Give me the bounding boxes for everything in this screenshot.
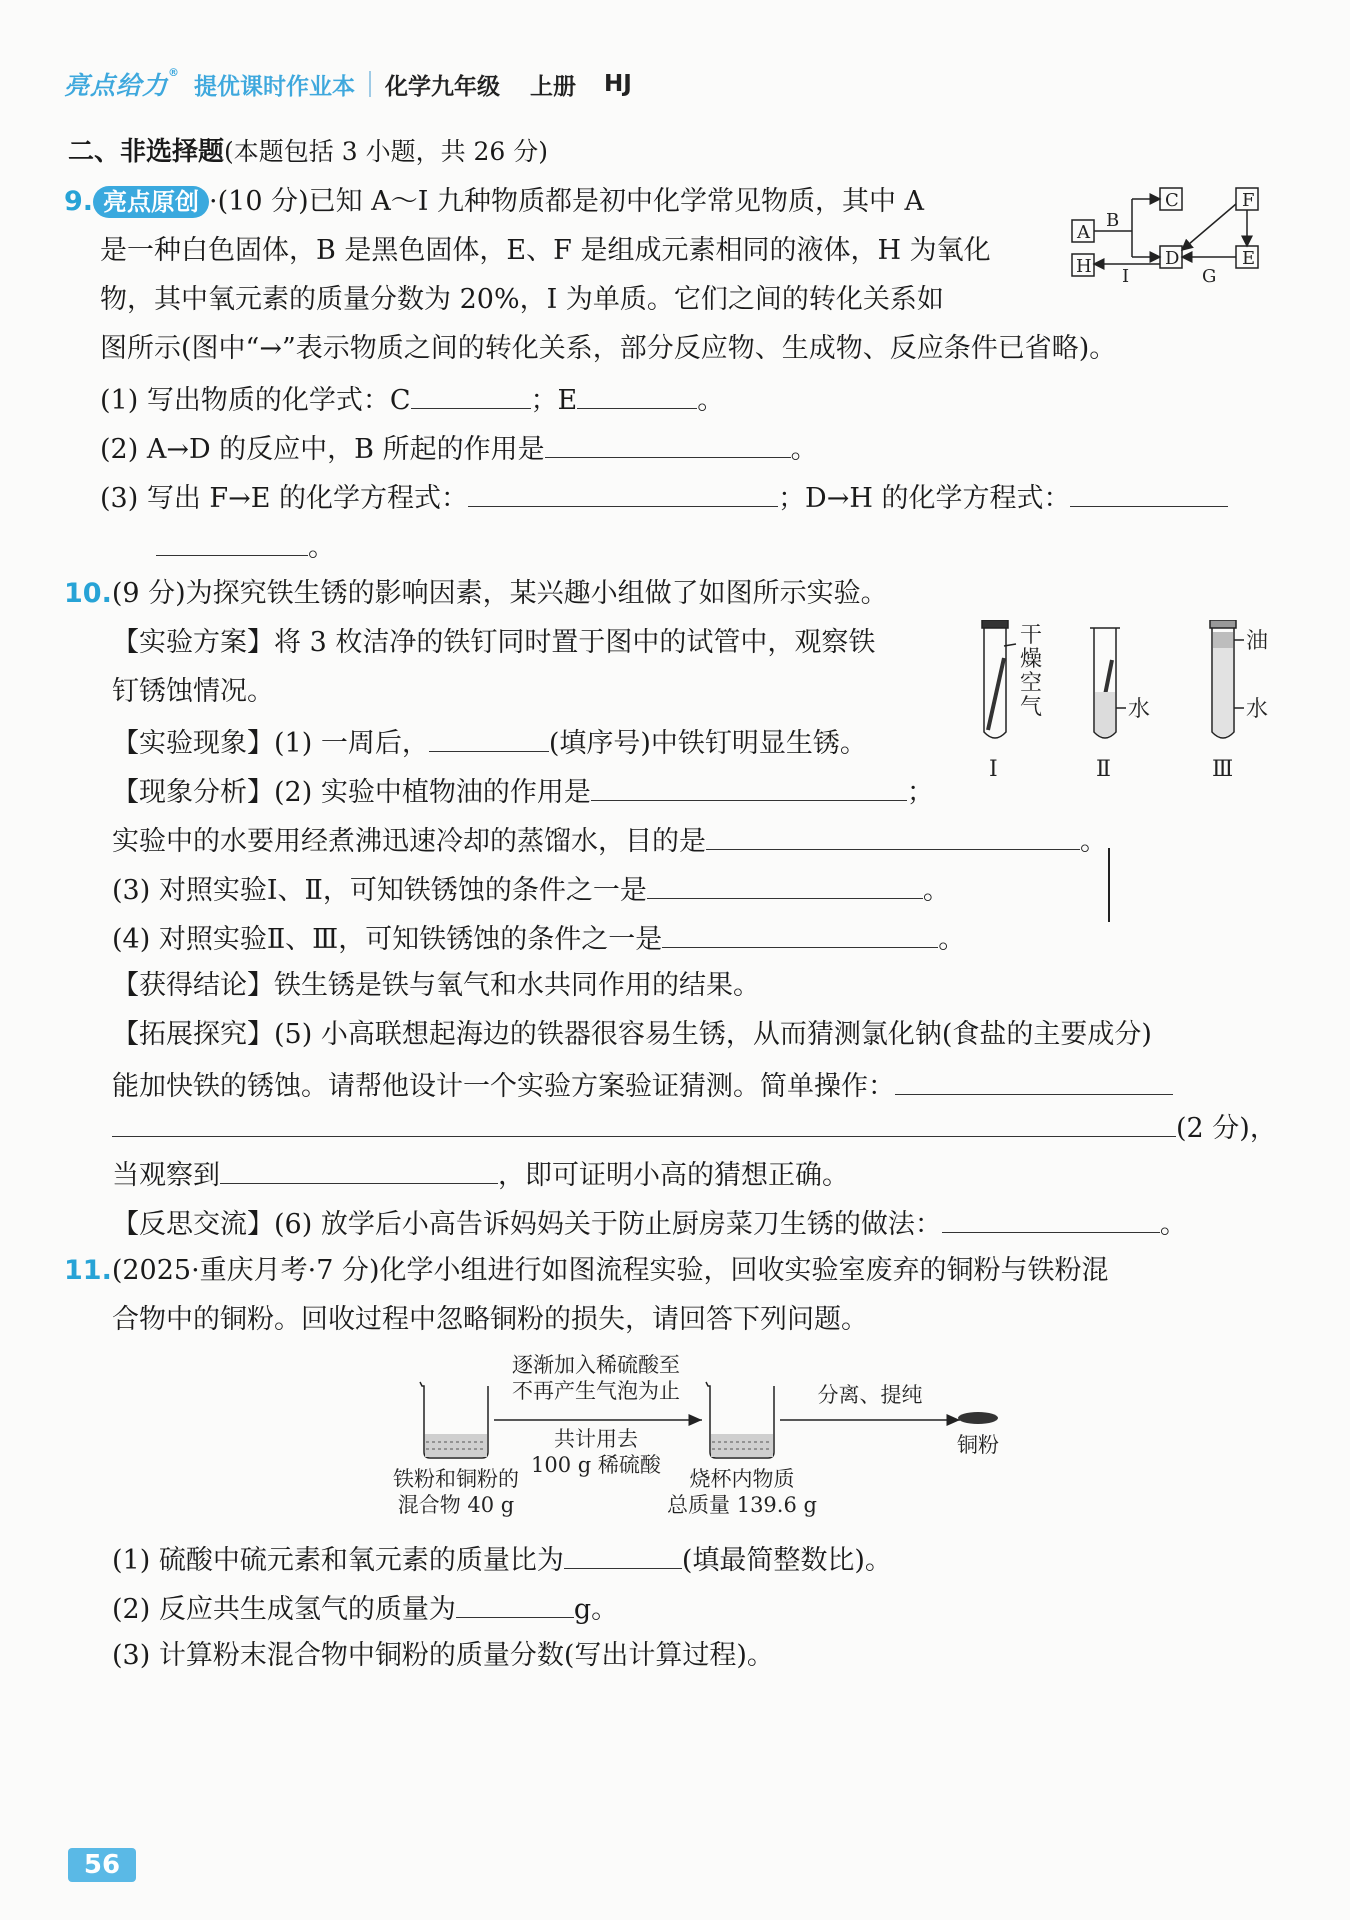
q10-observation: 当观察到 ，即可证明小高的猜想正确。 — [112, 1155, 849, 1194]
q10-test-tubes-figure — [978, 620, 1290, 782]
header-divider — [369, 71, 371, 97]
q11-blank-hydrogen[interactable] — [456, 1589, 574, 1618]
q11-line-1: 11.(2025·重庆月考·7 分)化学小组进行如图流程实验，回收实验室废弃的铜粉与铁粉混 — [64, 1255, 1109, 1286]
flow-step1-bottom-2: 100 g 稀硫酸 — [531, 1453, 661, 1477]
q10-conclusion: 【获得结论】铁生锈是铁与氧气和水共同作用的结果。 — [112, 970, 760, 1001]
tube1-number: Ⅰ — [989, 757, 998, 782]
node-D: D — [1165, 248, 1180, 269]
q11-flow-diagram — [378, 1348, 1018, 1524]
q11-part-2: (2) 反应共生成氢气的质量为 g。 — [112, 1589, 618, 1628]
volume-label: 上册 — [530, 73, 577, 100]
q10-phenomenon: 【实验现象】(1) 一周后， (填序号)中铁钉明显生锈。 — [112, 723, 867, 762]
q9-number: 9. — [64, 186, 94, 217]
node-A: A — [1077, 222, 1090, 243]
label-I: I — [1122, 266, 1130, 286]
q11-number: 11. — [64, 1255, 112, 1286]
q9-original-tag: 亮点原创 — [93, 186, 209, 218]
beaker1-label-2: 混合物 40 g — [397, 1493, 515, 1517]
label-B: B — [1106, 210, 1120, 231]
page-header — [64, 64, 632, 104]
q10-analysis: 【现象分析】(2) 实验中植物油的作用是 ； — [112, 772, 934, 811]
edition-label: HJ — [604, 71, 632, 97]
q9-part-2: (2) A→D 的反应中，B 所起的作用是 。 — [100, 429, 818, 468]
series-title: 提优课时作业本 — [194, 73, 356, 100]
tube3-water-label: 水 — [1246, 697, 1269, 722]
q10-extension-cont: 能加快铁的锈蚀。请帮他设计一个实验方案验证猜测。简单操作： — [112, 1066, 1173, 1105]
q10-blank-tube[interactable] — [429, 723, 549, 752]
copper-powder-pile — [958, 1412, 998, 1424]
tube2-water-label: 水 — [1128, 697, 1151, 722]
q9-blank-DH-equation-cont[interactable] — [156, 527, 308, 556]
q11-line-2: 合物中的铜粉。回收过程中忽略铜粉的损失，请回答下列问题。 — [112, 1304, 868, 1335]
q9-blank-E[interactable] — [577, 380, 697, 409]
q11-blank-ratio[interactable] — [564, 1540, 682, 1569]
q10-blank-water-purpose[interactable] — [706, 821, 1080, 850]
q9-line-2: 是一种白色固体，B 是黑色固体，E、F 是组成元素相同的液体，H 为氧化 — [100, 235, 991, 266]
q10-blank-condition-1[interactable] — [647, 870, 923, 899]
tube1-label-char-1: 干 — [1020, 623, 1043, 648]
q9-blank-C[interactable] — [411, 380, 531, 409]
q9-line-4: 图所示(图中“→”表示物质之间的转化关系，部分反应物、生成物、反应条件已省略)。 — [100, 333, 1117, 364]
q9-transformation-diagram — [1068, 184, 1280, 286]
flow-step1-top-1: 逐渐加入稀硫酸至 — [512, 1353, 680, 1377]
q9-blank-role[interactable] — [545, 429, 791, 458]
q10-blank-oil-role[interactable] — [591, 772, 907, 801]
q10-blank-condition-2[interactable] — [662, 919, 938, 948]
q9-part-1: (1) 写出物质的化学式：C ；E 。 — [100, 380, 724, 419]
q10-blank-observation[interactable] — [220, 1155, 498, 1184]
q10-operation-cont: (2 分)， — [112, 1108, 1277, 1147]
tube1-label-char-4: 气 — [1020, 695, 1043, 720]
q10-compare-1-2: (3) 对照实验Ⅰ、Ⅱ，可知铁锈蚀的条件之一是 。 — [112, 870, 950, 909]
q10-blank-operation-cont[interactable] — [112, 1108, 1176, 1137]
q9-blank-DH-equation[interactable] — [1070, 478, 1228, 507]
q9-part-3: (3) 写出 F→E 的化学方程式： ；D→H 的化学方程式： — [100, 478, 1228, 517]
stray-mark — [1108, 848, 1110, 922]
node-C: C — [1165, 190, 1179, 211]
beaker2-label-1: 烧杯内物质 — [689, 1467, 795, 1491]
q10-blank-operation[interactable] — [895, 1066, 1173, 1095]
q10-extension: 【拓展探究】(5) 小高联想起海边的铁器很容易生锈，从而猜测氯化钠(食盐的主要成分) — [112, 1019, 1152, 1050]
page-number: 56 — [68, 1848, 136, 1882]
tube3-oil-label: 油 — [1246, 629, 1269, 654]
brand-logo: 亮点给力® — [64, 66, 181, 100]
section-heading: 二、非选择题(本题包括 3 小题，共 26 分) — [68, 137, 549, 167]
q10-compare-2-3: (4) 对照实验Ⅱ、Ⅲ，可知铁锈蚀的条件之一是 。 — [112, 919, 965, 958]
tube1-label-char-3: 空 — [1020, 671, 1043, 696]
node-H: H — [1076, 256, 1092, 277]
flow-step2-label: 分离、提纯 — [817, 1383, 923, 1407]
tube1-label-char-2: 燥 — [1020, 647, 1043, 672]
beaker2-label-2: 总质量 139.6 g — [667, 1493, 817, 1517]
tube2-number: Ⅱ — [1096, 757, 1111, 782]
tube3-number: Ⅲ — [1212, 757, 1234, 782]
flow-step1-top-2: 不再产生气泡为止 — [512, 1379, 680, 1403]
q10-blank-knife[interactable] — [942, 1204, 1160, 1233]
q9-line-3: 物，其中氧元素的质量分数为 20%，I 为单质。它们之间的转化关系如 — [100, 284, 944, 315]
q11-part-3: (3) 计算粉末混合物中铜粉的质量分数(写出计算过程)。 — [112, 1640, 774, 1671]
flow-product-label: 铜粉 — [957, 1433, 999, 1457]
q10-number: 10. — [64, 578, 112, 609]
q10-line-1: 10.(9 分)为探究铁生锈的影响因素，某兴趣小组做了如图所示实验。 — [64, 578, 888, 609]
node-E: E — [1242, 248, 1256, 269]
q10-reflection: 【反思交流】(6) 放学后小高告诉妈妈关于防止厨房菜刀生锈的做法： 。 — [112, 1204, 1187, 1243]
node-F: F — [1242, 190, 1255, 211]
q10-water-purpose: 实验中的水要用经煮沸迅速冷却的蒸馏水，目的是 。 — [112, 821, 1107, 860]
q9-blank-FE-equation[interactable] — [468, 478, 778, 507]
q11-part-1: (1) 硫酸中硫元素和氧元素的质量比为 (填最简整数比)。 — [112, 1540, 892, 1579]
subject-title: 化学九年级 — [385, 73, 501, 100]
q9-part-3-cont: 。 — [156, 527, 335, 566]
beaker1-label-1: 铁粉和铜粉的 — [393, 1467, 519, 1491]
flow-step1-bottom-1: 共计用去 — [554, 1427, 638, 1451]
label-G: G — [1202, 266, 1217, 286]
q10-plan-cont: 钉锈蚀情况。 — [112, 676, 274, 707]
q10-plan: 【实验方案】将 3 枚洁净的铁钉同时置于图中的试管中，观察铁 — [112, 627, 876, 658]
q9-line-1: 9. 亮点原创 ·(10 分)已知 A～I 九种物质都是初中化学常见物质，其中 A — [64, 186, 925, 217]
